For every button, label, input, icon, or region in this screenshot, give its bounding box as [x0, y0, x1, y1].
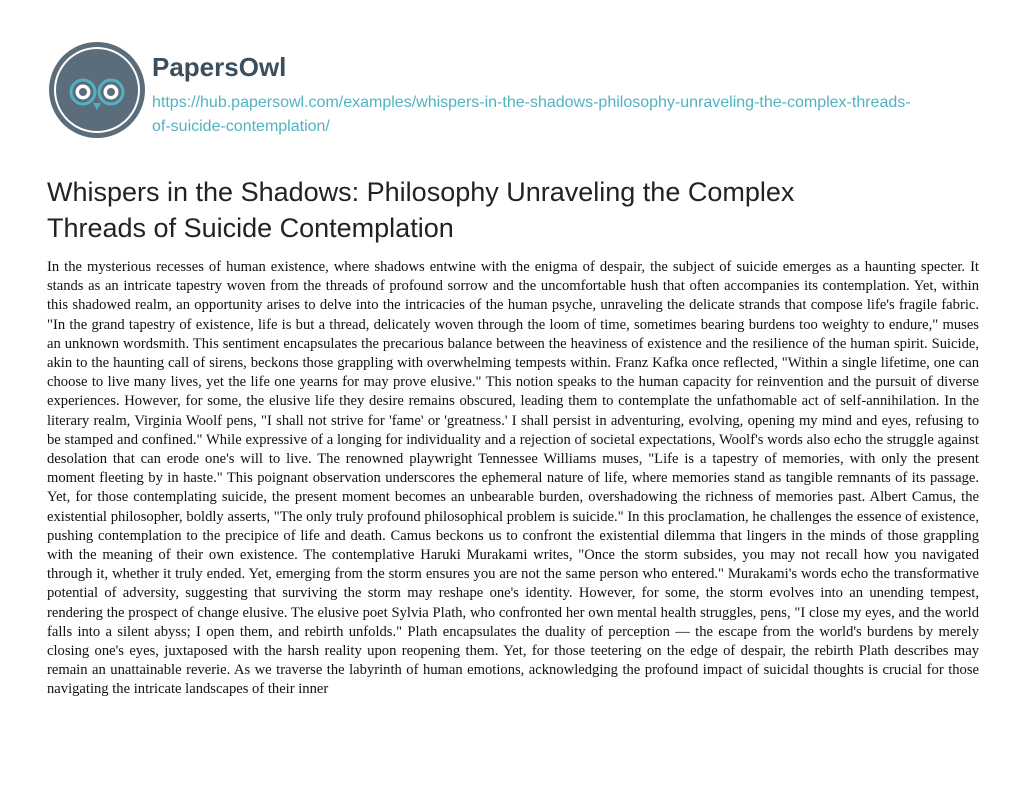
source-url-link[interactable]: https://hub.papersowl.com/examples/whispers-in-the-shadows-philosophy-unraveling-the-complex-threads-of-suicide-contemplation/: [152, 94, 911, 135]
site-header: [47, 40, 912, 140]
essay-body: In the mysterious recesses of human existence, where shadows entwine with the enigma of despair, the subject of suicide emerges as a haunting specter. It stands as an intricate tapestry woven from the threads of profound sorrow and the uncomfortable hush that often accompanies its contemplation. Yet, within this shadowed realm, an opportunity arises to delve into the intricacies of the human psyche, unraveling the delicate strands that compose life's fragile fabric. "In the grand tapestry of existence, life is but a thread, delicately woven through the loom of time, sometimes bearing burdens too weighty to endure," muses an unknown wordsmith. This sentiment encapsulates the precarious balance between the heaviness of existence and the resilience of the human spirit. Suicide, akin to the haunting call of sirens, beckons those grappling with overwhelming tempests within. Franz Kafka once reflected, "Within a single lifetime, one can choose to live many lives, yet the life one yearns for may prove elusive." This notion speaks to the human capacity for reinvention and the pursuit of diverse experiences. However, for some, the elusive life they desire remains obscured, leading them to contemplate the unfathomable act of self-annihilation. In the literary realm, Virginia Woolf pens, "I shall not strive for 'fame' or 'greatness.' I shall persist in adventuring, evolving, opening my mind and eyes, refusing to be stamped and confined." While expressive of a longing for individuality and a rejection of societal expectations, Woolf's words also echo the struggle against desolation that can erode one's will to live. The renowned playwright Tennessee Williams muses, "Life is a tapestry of memories, with only the present moment fleeting by in haste." This poignant observation underscores the ephemeral nature of life, where memories stand as tangible remnants of its passage. Yet, for those contemplating suicide, the present moment becomes an unbearable burden, overshadowing the richness of memories past. Albert Camus, the existential philosopher, boldly asserts, "The only truly profound philosophical problem is suicide." In this proclamation, he challenges the essence of existence, pushing contemplation to the precipice of life and death. Camus beckons us to confront the existential dilemma that lingers in the minds of those grappling with the meaning of their own existence. The contemplative Haruki Murakami writes, "Once the storm subsides, you may not recall how you navigated through it, whether it truly ended. Yet, emerging from the storm ensures you are not the same person who entered." Murakami's words echo the transformative potential of adversity, suggesting that surviving the storm may reshape one's identity. However, for some, the storm evolves into an unending tempest, rendering the prospect of change elusive. The elusive poet Sylvia Plath, who confronted her own mental health struggles, pens, "I close my eyes, and the world falls into a silent abyss; I open them, and rebirth unfolds." Plath encapsulates the duality of perception — the escape from the world's burdens by merely closing one's eyes, juxtaposed with the harsh reality upon reopening them. Yet, for those teetering on the edge of despair, the rebirth Plath describes may remain an unattainable reverie. As we traverse the labyrinth of human emotions, acknowledging the profound impact of suicidal thoughts is crucial for those navigating the intricate landscapes of their inner: [47, 259, 979, 698]
site-name: PapersOwl: [152, 52, 287, 82]
owl-logo-icon: [47, 40, 147, 140]
essay-title: Whispers in the Shadows: Philosophy Unraveling the Complex Threads of Suicide Contemplation: [47, 177, 795, 243]
brand: [152, 40, 912, 140]
